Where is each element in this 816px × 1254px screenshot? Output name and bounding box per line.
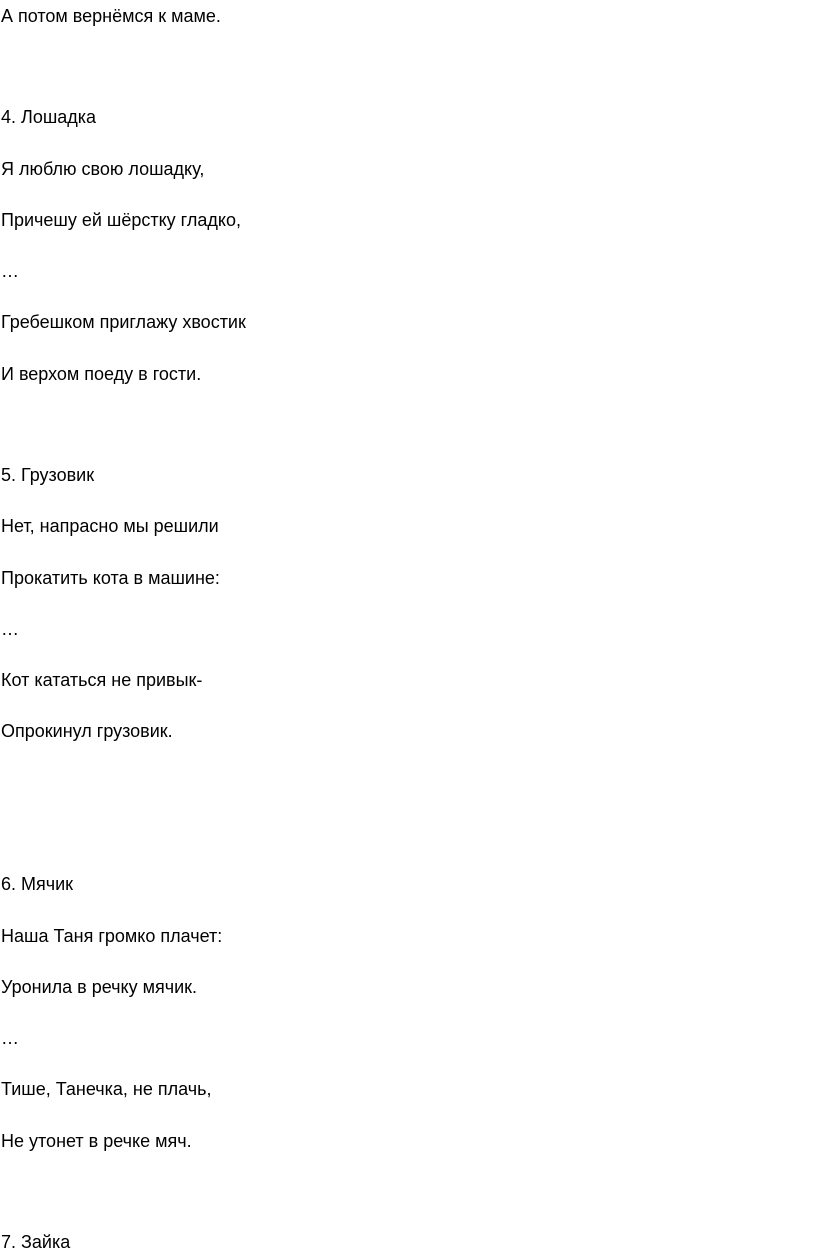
section-heading: 6. Мячик xyxy=(1,874,74,894)
text-line: Прокатить кота в машине: xyxy=(1,568,220,588)
text-line: Тише, Танечка, не плачь, xyxy=(1,1079,212,1099)
section-heading: 4. Лошадка xyxy=(1,107,97,127)
ellipsis-line: … xyxy=(1,1028,19,1048)
text-line: Гребешком приглажу хвостик xyxy=(1,312,246,332)
text-line: Причешу ей шёрстку гладко, xyxy=(1,210,241,230)
text-line: Кот кататься не привык- xyxy=(1,670,203,690)
text-line: Я люблю свою лошадку, xyxy=(1,159,205,179)
text-line: Уронила в речку мячик. xyxy=(1,977,198,997)
text-line: И верхом поеду в гости. xyxy=(1,364,202,384)
ellipsis-line: … xyxy=(1,261,19,281)
text-line: Наша Таня громко плачет: xyxy=(1,926,223,946)
text-line: Нет, напрасно мы решили xyxy=(1,516,219,536)
section-heading: 7. Зайка xyxy=(1,1232,71,1252)
ellipsis-line: … xyxy=(1,619,19,639)
text-line: Не утонет в речке мяч. xyxy=(1,1131,192,1151)
text-line: А потом вернёмся к маме. xyxy=(1,6,221,26)
text-line: Опрокинул грузовик. xyxy=(1,721,173,741)
section-heading: 5. Грузовик xyxy=(1,465,95,485)
